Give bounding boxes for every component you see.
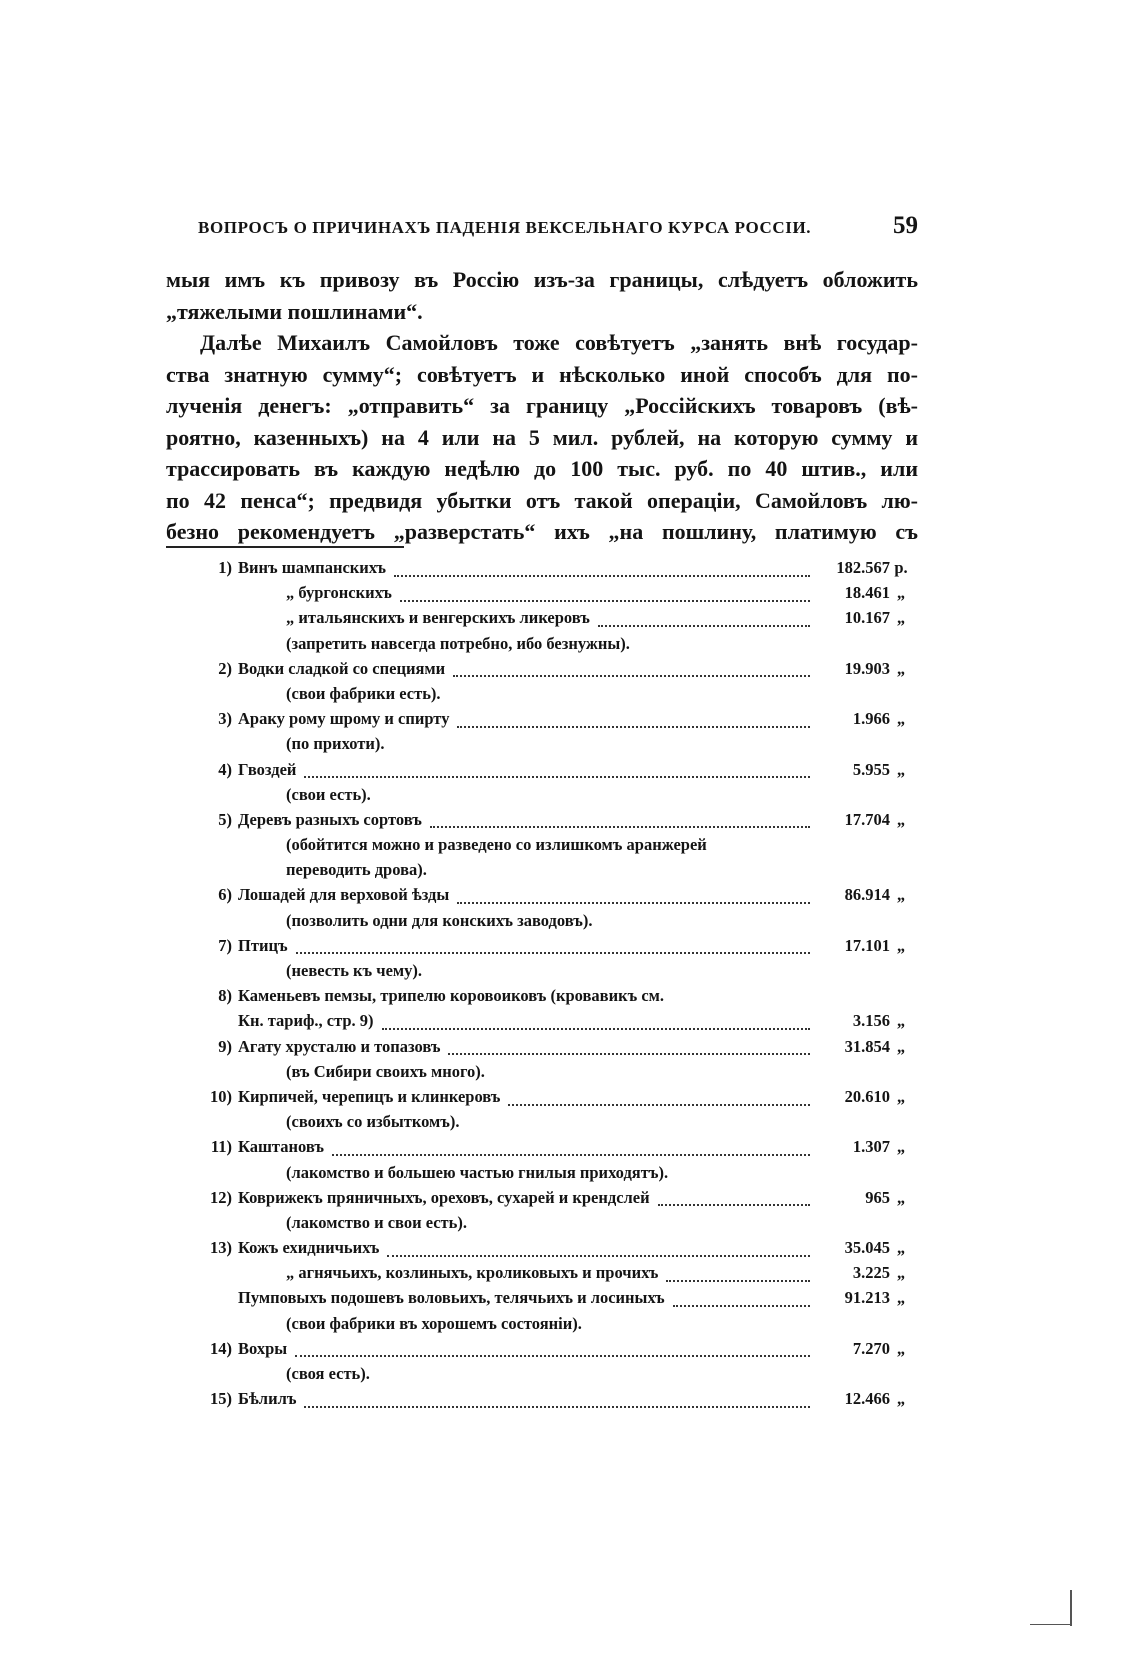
footnote-value: 3.156: [852, 1011, 890, 1031]
footnote-unit: р.: [894, 558, 908, 577]
footnote-row: [190, 1389, 912, 1414]
footnote-note: (невесть къ чему).: [286, 961, 423, 980]
dot-leader: [448, 1043, 810, 1055]
footnote-row: [190, 860, 912, 885]
footnote-row: [190, 1062, 912, 1087]
footnote-row: [190, 1087, 912, 1112]
footnote-note: (своихъ со избыткомъ).: [286, 1112, 460, 1132]
footnote-unit: „: [896, 1288, 906, 1308]
body-line: ства знатную сумму“; совѣтуетъ и нѣсколько иной способъ для по-: [166, 361, 918, 387]
footnote-unit: „: [896, 1238, 906, 1258]
footnote-unit: „: [896, 1036, 906, 1056]
footnote-value: 31.854: [844, 1036, 890, 1056]
footnote-label: Лошадей для верховой ѣзды: [238, 885, 450, 905]
footnote-label: Кирпичей, черепицъ и клинкеровъ: [238, 1086, 501, 1106]
footnote-label: Кожъ ехидничьихъ: [238, 1238, 380, 1258]
footnote-unit: „: [896, 1086, 906, 1106]
footnote-row: [190, 1263, 912, 1288]
footnote-value: 5.955: [852, 759, 890, 779]
footnote-unit: „: [896, 809, 906, 829]
body-line: по 42 пенса“; предвидя убытки отъ такой операціи, Самойловъ лю-: [166, 487, 918, 513]
footnote-row: [190, 936, 912, 961]
footnote-number: 2): [218, 658, 232, 678]
footnote-value: 965: [865, 1187, 890, 1207]
footnote-number: 6): [218, 885, 232, 905]
body-line: безно рекомендуетъ „разверстать“ ихъ „на пошлину, платимую съ: [166, 519, 918, 544]
dot-leader: [508, 1094, 810, 1106]
dot-leader: [382, 1018, 810, 1030]
footnote-value: 91.213: [844, 1288, 890, 1308]
footnote-row: [190, 558, 912, 583]
dot-leader: [400, 590, 810, 602]
scan-edge-mark: [1070, 1590, 1072, 1626]
footnote-note: (обойтится можно и разведено со излишкомъ аранжерей: [286, 835, 707, 855]
body-line: „тяжелыми пошлинами“.: [166, 298, 423, 324]
footnote-value: 19.903: [844, 658, 890, 678]
footnote-number: 8): [218, 986, 232, 1006]
footnote-unit: „: [896, 608, 906, 628]
footnote-label: Араку рому шрому и спирту: [238, 709, 450, 729]
footnote-note: (лакомство и большею частью гнилыя приходятъ).: [286, 1162, 669, 1182]
body-line: трассировать въ каждую недѣлю до 100 тыс. руб. по 40 штив., или: [166, 456, 918, 481]
footnote-number: 12): [210, 1187, 232, 1207]
footnote-row: [190, 911, 912, 936]
footnote-unit: „: [896, 1011, 906, 1031]
footnote-note: (свои фабрики есть).: [286, 683, 441, 703]
footnote-unit: „: [896, 709, 906, 729]
footnote-row: [190, 961, 912, 986]
footnote-row: [190, 734, 912, 759]
footnote-label: Винъ шампанскихъ: [238, 558, 387, 577]
footnote-unit: „: [896, 583, 906, 603]
footnote-unit: „: [896, 1263, 906, 1283]
footnote-number: 1): [218, 558, 232, 577]
footnote-note: (своя есть).: [286, 1364, 370, 1383]
page-header: [198, 212, 918, 240]
footnote-row: [190, 608, 912, 633]
dot-leader: [304, 766, 810, 778]
footnote-value: 17.101: [844, 935, 890, 955]
footnote-label: „ агнячьихъ, козлиныхъ, кроликовыхъ и прочихъ: [286, 1263, 659, 1283]
footnote-value: 20.610: [844, 1086, 890, 1106]
footnote-value: 10.167: [844, 608, 890, 628]
footnote-note: (лакомство и свои есть).: [286, 1212, 468, 1232]
footnote-value: 17.704: [844, 809, 890, 829]
dot-leader: [453, 665, 810, 677]
footnote-label: „ итальянскихъ и венгерскихъ ликеровъ: [286, 608, 590, 628]
footnote-unit: „: [896, 1137, 906, 1157]
dot-leader: [598, 615, 810, 627]
footnote-row: [190, 1163, 912, 1188]
footnote-note: (свои фабрики въ хорошемъ состоянiи).: [286, 1313, 582, 1333]
footnote-row: [190, 1364, 912, 1389]
footnote-row: [190, 760, 912, 785]
footnote-value: 1.307: [852, 1137, 890, 1157]
scan-edge-mark: [1030, 1624, 1072, 1625]
footnote-row: [190, 634, 912, 659]
footnote-row: [190, 684, 912, 709]
footnote-row: [190, 1288, 912, 1313]
footnote-row: [190, 885, 912, 910]
dot-leader: [658, 1194, 810, 1206]
footnote-unit: „: [896, 1187, 906, 1207]
footnote-value: 86.914: [844, 885, 890, 905]
footnote-number: 9): [218, 1036, 232, 1056]
footnote-unit: „: [896, 885, 906, 905]
footnote-label: Вохры: [238, 1338, 288, 1358]
footnote-row: [190, 709, 912, 734]
footnote-note: (въ Сибири своихъ много).: [286, 1061, 485, 1081]
footnote-label: Кн. тариф., стр. 9): [238, 1011, 374, 1031]
dot-leader: [673, 1295, 810, 1307]
body-line: мыя имъ къ привозу въ Россію изъ-за границы, слѣдуетъ обложить: [166, 267, 918, 292]
footnote-row: [190, 835, 912, 860]
footnote-list: [190, 558, 912, 1414]
footnote-note: Каменьевъ пемзы, трипелю коровоиковъ (кровавикъ см.: [238, 986, 665, 1006]
footnote-unit: „: [896, 1338, 906, 1358]
footnote-note: (позволить одни для конскихъ заводовъ).: [286, 910, 593, 930]
footnote-label: Бѣлилъ: [238, 1389, 297, 1409]
footnote-row: [190, 986, 912, 1011]
footnote-unit: „: [896, 658, 906, 678]
footnote-number: 15): [210, 1389, 232, 1409]
footnote-value: 7.270: [852, 1338, 890, 1358]
footnote-unit: „: [896, 935, 906, 955]
footnote-unit: „: [896, 1389, 906, 1409]
footnote-number: 11): [210, 1137, 232, 1157]
dot-leader: [430, 816, 810, 828]
dot-leader: [457, 716, 810, 728]
footnote-row: [190, 1011, 912, 1036]
footnote-note: (свои есть).: [286, 784, 371, 804]
footnote-row: [190, 1188, 912, 1213]
footnote-row: [190, 583, 912, 608]
footnote-number: 3): [218, 709, 232, 729]
running-title: ВОПРОСЪ О ПРИЧИНАХЪ ПАДЕНІЯ ВЕКСЕЛЬНАГО КУРСА РОССІИ.: [198, 218, 812, 237]
footnote-row: [190, 810, 912, 835]
footnote-row: [190, 1037, 912, 1062]
footnote-number: 13): [210, 1238, 232, 1258]
footnote-note: (по прихоти).: [286, 734, 385, 754]
footnote-number: 5): [218, 809, 232, 829]
footnote-note: переводить дрова).: [286, 860, 427, 880]
footnote-row: [190, 785, 912, 810]
footnote-label: Пумповыхъ подошевъ воловьихъ, телячьихъ и лосиныхъ: [238, 1288, 665, 1308]
footnote-number: 14): [210, 1338, 232, 1358]
dot-leader: [457, 892, 810, 904]
footnote-row: [190, 1339, 912, 1364]
dot-leader: [304, 1396, 810, 1408]
footnote-label: Гвоздей: [238, 759, 297, 779]
body-line: роятно, казенныхъ) на 4 или на 5 мил. рублей, на которую сумму и: [166, 424, 918, 450]
body-line: лученія денегъ: „отправить“ за границу „Россійскихъ товаровъ (вѣ-: [166, 393, 918, 418]
footnote-row: [190, 1314, 912, 1339]
footnote-label: Каштановъ: [238, 1137, 324, 1157]
footnote-rule: [166, 546, 404, 548]
footnote-label: Водки сладкой со специями: [238, 658, 446, 678]
dot-leader: [394, 565, 810, 577]
footnote-row: [190, 1112, 912, 1137]
dot-leader: [387, 1245, 810, 1257]
dot-leader: [666, 1270, 810, 1282]
footnote-row: [190, 1137, 912, 1162]
footnote-label: „ бургонскихъ: [286, 583, 392, 603]
dot-leader: [296, 942, 810, 954]
footnote-label: Коврижекъ пряничныхъ, ореховъ, сухарей и крендслей: [238, 1187, 650, 1207]
footnote-value: 182.567: [836, 558, 890, 577]
dot-leader: [295, 1345, 810, 1357]
footnote-note: (запретить навсегда потребно, ибо безнужны).: [286, 633, 630, 653]
footnote-number: 7): [218, 935, 232, 955]
footnote-number: 10): [210, 1086, 232, 1106]
footnote-value: 3.225: [852, 1263, 890, 1283]
footnote-row: [190, 1238, 912, 1263]
body-line: Далѣе Михаилъ Самойловъ тоже совѣтуетъ „занять внѣ государ-: [200, 330, 918, 355]
footnote-label: Агату хрусталю и топазовъ: [238, 1036, 441, 1056]
footnote-value: 1.966: [852, 709, 890, 729]
dot-leader: [332, 1144, 810, 1156]
footnote-label: Птицъ: [238, 935, 288, 955]
footnote-value: 18.461: [844, 583, 890, 603]
footnote-unit: „: [896, 759, 906, 779]
footnote-row: [190, 1213, 912, 1238]
page-number: 59: [893, 212, 918, 239]
footnote-label: Деревъ разныхъ сортовъ: [238, 809, 422, 829]
footnote-value: 12.466: [844, 1389, 890, 1409]
footnote-value: 35.045: [844, 1238, 890, 1258]
footnote-number: 4): [218, 759, 232, 779]
body-text: [166, 264, 918, 548]
footnote-row: [190, 659, 912, 684]
